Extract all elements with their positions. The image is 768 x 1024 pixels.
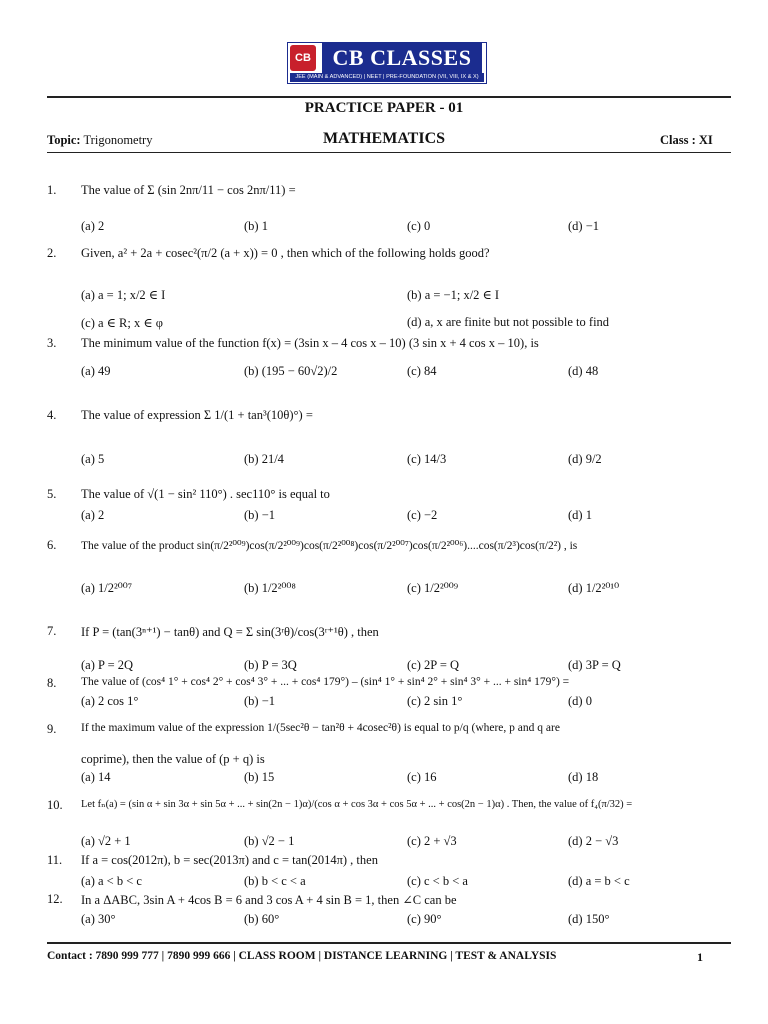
- option-b[interactable]: (b) −1: [244, 694, 275, 708]
- question-text: Given, a² + 2a + cosec²(π/2 (a + x)) = 0 , then which of the following holds good?: [81, 246, 490, 260]
- option-d[interactable]: (d) a = b < c: [568, 874, 630, 888]
- footer-contact: Contact : 7890 999 777 | 7890 999 666 | CLASS ROOM | DISTANCE LEARNING | TEST & ANALYSIS: [47, 950, 557, 962]
- question-9-options: [47, 770, 731, 788]
- option-d[interactable]: (d) 0: [568, 694, 592, 708]
- question-text: The value of expression Σ 1/(1 + tan³(10θ)°) =: [81, 408, 313, 422]
- option-c[interactable]: (c) 0: [407, 219, 431, 233]
- question-text: The minimum value of the function f(x) = (3sin x – 4 cos x – 10) (3 sin x + 4 cos x – 10), is: [81, 336, 539, 350]
- question-text: Let fₙ(a) = (sin α + sin 3α + sin 5α + ... + sin(2n − 1)α)/(cos α + cos 3α + cos 5α + ... + cos(2n − 1)α) . Then, the value of f₄(π/32) =: [81, 799, 633, 810]
- question-4-options: [47, 452, 731, 470]
- subject-title: MATHEMATICS: [322, 130, 446, 147]
- option-b[interactable]: (b) (195 − 60√2)/2: [244, 364, 338, 378]
- question-number: 12.: [47, 892, 63, 906]
- option-d[interactable]: (d) 18: [568, 770, 599, 784]
- question-number: 4.: [47, 408, 57, 422]
- option-b[interactable]: (b) 15: [244, 770, 275, 784]
- option-a[interactable]: (a) 2: [81, 219, 105, 233]
- question-3: [47, 336, 731, 354]
- option-a[interactable]: (a) 2: [81, 508, 105, 522]
- question-9: [47, 722, 731, 740]
- option-c[interactable]: (c) −2: [407, 508, 438, 522]
- question-number: 9.: [47, 722, 57, 736]
- option-c[interactable]: (c) a ∈ R; x ∈ φ: [81, 316, 163, 330]
- option-b[interactable]: (b) a = −1; x/2 ∈ I: [407, 288, 500, 302]
- question-5-options: [47, 508, 731, 526]
- option-b[interactable]: (b) b < c < a: [244, 874, 306, 888]
- question-12: [47, 892, 731, 910]
- option-a[interactable]: (a) 1/2²⁰⁰⁷: [81, 581, 133, 595]
- option-c[interactable]: (c) 2P = Q: [407, 658, 460, 672]
- footer-rule: [47, 942, 731, 944]
- logo-tagline: JEE (MAIN & ADVANCED) | NEET | PRE-FOUNDATION (VII, VIII, IX & X): [290, 73, 484, 82]
- question-number: 1.: [47, 183, 57, 197]
- option-d[interactable]: (d) 1/2²⁰¹⁰: [568, 581, 620, 595]
- topic-value: Trigonometry: [83, 133, 153, 147]
- page-number: 1: [697, 950, 703, 964]
- option-b[interactable]: (b) −1: [244, 508, 275, 522]
- question-1: [47, 183, 731, 201]
- question-8-options: [47, 694, 731, 712]
- question-2: [47, 246, 731, 264]
- question-number: 8.: [47, 676, 57, 690]
- brand-logo: [287, 42, 487, 84]
- question-11-options: [47, 874, 731, 892]
- option-d[interactable]: (d) 48: [568, 364, 599, 378]
- header-top-rule: [47, 96, 731, 98]
- question-10-options: [47, 834, 731, 852]
- question-2-options-row1: [47, 287, 731, 305]
- option-c[interactable]: (c) 16: [407, 770, 437, 784]
- logo-mark-icon: CB: [290, 45, 316, 71]
- option-d[interactable]: (d) a, x are finite but not possible to find: [407, 315, 610, 329]
- question-7: [47, 624, 731, 642]
- question-5: [47, 487, 731, 505]
- question-2-options-row2: [47, 315, 731, 333]
- option-a[interactable]: (a) 14: [81, 770, 111, 784]
- question-4: [47, 408, 731, 426]
- option-b[interactable]: (b) P = 3Q: [244, 658, 297, 672]
- question-text: If a = cos(2012π), b = sec(2013π) and c = tan(2014π) , then: [81, 853, 378, 867]
- option-a[interactable]: (a) a < b < c: [81, 874, 142, 888]
- logo-name: CB CLASSES: [322, 43, 482, 73]
- option-b[interactable]: (b) 21/4: [244, 452, 284, 466]
- question-number: 5.: [47, 487, 57, 501]
- question-number: 11.: [47, 853, 63, 867]
- option-a[interactable]: (a) 2 cos 1°: [81, 694, 139, 708]
- question-text: The value of (cos⁴ 1° + cos⁴ 2° + cos⁴ 3° + ... + cos⁴ 179°) – (sin⁴ 1° + sin⁴ 2° + sin⁴ 3° + ... + sin⁴ 179°) =: [81, 676, 570, 688]
- option-d[interactable]: (d) 150°: [568, 912, 610, 926]
- question-6-options: [47, 580, 731, 598]
- question-text: If P = (tan(3ⁿ⁺¹) − tanθ) and Q = Σ sin(3ʳθ)/cos(3ʳ⁺¹θ) , then: [81, 625, 379, 639]
- option-a[interactable]: (a) 5: [81, 452, 105, 466]
- topic-label: Topic:: [47, 133, 81, 147]
- header-bottom-rule: [47, 152, 731, 153]
- option-c[interactable]: (c) 84: [407, 364, 437, 378]
- question-text: The value of Σ (sin 2nπ/11 − cos 2nπ/11) =: [81, 183, 296, 197]
- option-b[interactable]: (b) 60°: [244, 912, 280, 926]
- option-a[interactable]: (a) 49: [81, 364, 111, 378]
- question-number: 10.: [47, 798, 63, 812]
- option-a[interactable]: (a) a = 1; x/2 ∈ I: [81, 288, 166, 302]
- option-c[interactable]: (c) 2 sin 1°: [407, 694, 463, 708]
- question-6: [47, 538, 731, 556]
- question-text: In a ΔABC, 3sin A + 4cos B = 6 and 3 cos A + 4 sin B = 1, then ∠C can be: [81, 893, 457, 907]
- question-11: [47, 853, 731, 871]
- question-3-options: [47, 364, 731, 382]
- question-1-options: [47, 219, 731, 237]
- question-text: If the maximum value of the expression 1/(5sec²θ − tan²θ + 4cosec²θ) is equal to p/q (where, p and q are: [81, 722, 560, 734]
- option-d[interactable]: (d) 9/2: [568, 452, 602, 466]
- option-c[interactable]: (c) 14/3: [407, 452, 447, 466]
- question-text: The value of the product sin(π/2²⁰⁰⁹)cos(π/2²⁰⁰⁹)cos(π/2²⁰⁰⁸)cos(π/2²⁰⁰⁷)cos(π/2²⁰⁰⁶)....cos(π/2³)cos(π/2²) , is: [81, 540, 578, 552]
- option-a[interactable]: (a) P = 2Q: [81, 658, 134, 672]
- option-c[interactable]: (c) 90°: [407, 912, 442, 926]
- option-c[interactable]: (c) 1/2²⁰⁰⁹: [407, 581, 459, 595]
- option-a[interactable]: (a) √2 + 1: [81, 834, 131, 848]
- question-number: 3.: [47, 336, 57, 350]
- question-7-options: [47, 658, 731, 676]
- question-9-continuation: [47, 752, 731, 770]
- question-number: 7.: [47, 624, 57, 638]
- paper-title: PRACTICE PAPER - 01: [304, 100, 464, 116]
- question-text: The value of √(1 − sin² 110°) . sec110° is equal to: [81, 487, 330, 501]
- option-d[interactable]: (d) −1: [568, 219, 599, 233]
- question-8: [47, 676, 731, 694]
- question-number: 6.: [47, 538, 57, 552]
- option-a[interactable]: (a) 30°: [81, 912, 116, 926]
- option-c[interactable]: (c) 2 + √3: [407, 834, 457, 848]
- option-d[interactable]: (d) 1: [568, 508, 592, 522]
- question-text-line2: coprime), then the value of (p + q) is: [81, 752, 265, 766]
- option-d[interactable]: (d) 2 − √3: [568, 834, 619, 848]
- option-c[interactable]: (c) c < b < a: [407, 874, 468, 888]
- question-12-options: [47, 912, 731, 930]
- option-b[interactable]: (b) √2 − 1: [244, 834, 295, 848]
- question-10: [47, 798, 731, 816]
- option-b[interactable]: (b) 1: [244, 219, 268, 233]
- question-number: 2.: [47, 246, 57, 260]
- option-d[interactable]: (d) 3P = Q: [568, 658, 621, 672]
- option-b[interactable]: (b) 1/2²⁰⁰⁸: [244, 581, 296, 595]
- class-label: Class : XI: [660, 133, 713, 147]
